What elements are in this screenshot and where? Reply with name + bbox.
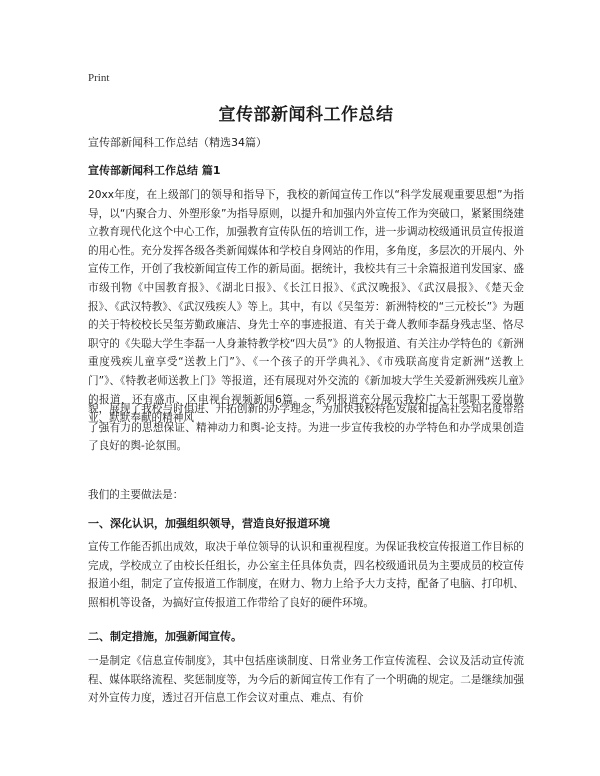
paragraph-3: 我们的主要做法是：	[88, 489, 184, 501]
paragraph-4: 宣传工作能否抓出成效，取决于单位领导的认识和重视程度。为保证我校宣传报道工作目标的完成，学校成立了由校长任组长，办公室主任具体负责，四名校级通讯员为主要成员的校宣传报道小组，制定了宣传报道工作制度，在财力、物力上给予大力支持，配备了电脑、打印机、照相机等设备，为搞好宣传报道工作带给了良好的硬件环境。	[88, 541, 524, 609]
paragraph-5: 一是制定《信息宣传制度》，其中包括座谈制度、日常业务工作宣传流程、会议及活动宣传流程、媒体联络流程、奖惩制度等，为今后的新闻宣传工作有了一个明确的规定。二是继续加强对外宣传力度，透过召开信息工作会议对重点、难点、有价	[88, 655, 524, 705]
page-title: 宣传部新闻科工作总结	[218, 105, 394, 125]
paragraph-1: 20xx年度，在上级部门的领导和指导下，我校的新闻宣传工作以“科学发展观重要思想”为指导，以“内聚合力、外塑形象”为指导原则，以提升和加强内外宣传工作为突破口，紧紧围绕建立教育现代化这个中心工作，加强教育宣传队伍的培训工作，进一步调动校级通讯员宣传报道的用心性。充分发挥各级各类新闻媒体和学校自身网站的作用，多角度，多层次的开展内、外宣传工作，开创了我校新闻宣传工作的新局面。据统计，我校共有三十余篇报道刊发国家、盛市级刊物《中国教育报》、《湖北日报》、《长江日报》、《武汉晚报》、《武汉晨报》、《楚天金报》、《武汉特教》、《武汉残疾人》等上。其中，有以《吴玺芳：新洲特校的“三元校长”》为题的关于特校校长吴玺芳勤政廉洁、身先士卒的事迹报道、有关于聋人教师李磊身残志坚、恪尽职守的《失聪大学生李磊一人身兼特教学校“四大员”》的人物报道、有关注办学特色的《新洲重度残疾儿童享受“送教上门”》、《一个孩子的开学典礼》、《市残联高度肯定新洲“送教上门”》、《特教老师送教上门》等报道，还有展现对外交流的《新加坡大学生关爱新洲残疾儿童》的报道，还有盛市、区电视台视频新闻6篇。一系列报道充分展示我校广大干部职工爱岗敬业、默默奉献的精神风	[88, 189, 524, 425]
section-heading-3: 二、制定措施，加强新闻宣传。	[88, 630, 242, 643]
print-label: Print	[88, 72, 110, 84]
section-heading-1: 宣传部新闻科工作总结 篇1	[88, 164, 221, 177]
section-heading-2: 一、深化认识，加强组织领导，营造良好报道环境	[88, 517, 330, 530]
paragraph-2: 貌，展现了我校与时俱进、开拓创新的办学理念，为加快我校特色发展和提高社会知名度带给了强有力的思想保证、精神动力和舆-论支持。为进一步宣传我校的办学特色和办学成果创造了良好的舆-论氛围。	[88, 403, 524, 453]
document-subtitle: 宣传部新闻科工作总结（精选34篇）	[88, 136, 267, 149]
